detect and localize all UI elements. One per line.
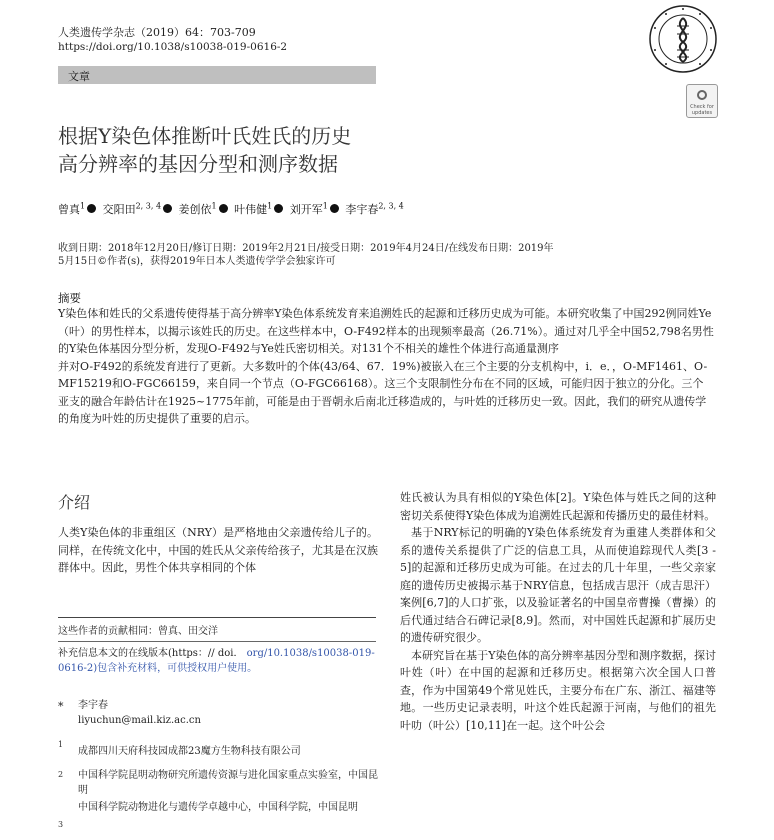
corresponding-author bbox=[78, 698, 201, 728]
intro-heading: 介绍 bbox=[58, 493, 91, 512]
orcid-icon[interactable] bbox=[330, 204, 339, 213]
publication-dates: 收到日期：2018年12月20日/修订日期：2019年2月21日/接受日期：2019年4月24日/在线发布日期：2019年5月15日©作者(s)，获得2019年日本人类遗传学学会独家许可 bbox=[58, 243, 554, 267]
crossmark-icon bbox=[697, 90, 707, 100]
supplementary-note bbox=[58, 646, 380, 676]
crossmark-label: Check for updates bbox=[690, 104, 714, 116]
title-line-2: 高分辨率的基因分型和测序数据 bbox=[58, 152, 338, 176]
author-affiliation: 1 bbox=[322, 201, 328, 211]
supp-prefix: 补充信息本文的在线版本(https：// doi． bbox=[58, 648, 244, 659]
check-for-updates-button[interactable] bbox=[686, 84, 718, 118]
society-seal-icon bbox=[648, 4, 718, 74]
author-affiliation: 1 bbox=[267, 201, 273, 211]
author-affiliation: 2, 3, 4 bbox=[135, 201, 162, 211]
author-name[interactable]: 李宇春 bbox=[345, 203, 379, 216]
article-title bbox=[58, 122, 351, 178]
abstract-paragraph: 并对O-F492的系统发育进行了更新。大多数叶的个体(43/64、67．19%)被嵌入在三个主要的分支机构中，i．e．，O-MF1461、O-MF15219和O-FGC66159，来自同一个节点（O-FGC66168）。这三个支限制性分布在不同的区域，可能归因于独立的分化。三个亚支的融合年龄估计在1925~1775年前，可能是由于晋朝永后南北迁移造成的，与叶姓的迁移历史一致。因此，我们的研究从遗传学的角度为叶姓的历史提供了重要的启示。 bbox=[58, 359, 708, 425]
affiliation-number: 1 bbox=[58, 740, 64, 749]
author-name[interactable]: 曾真 bbox=[58, 203, 80, 216]
intro-right-column bbox=[400, 489, 716, 734]
doi-link[interactable]: https://doi.org/10.1038/s10038-019-0616-2 bbox=[58, 41, 288, 53]
author-name[interactable]: 刘开军 bbox=[289, 203, 323, 216]
author-list bbox=[58, 201, 404, 217]
orcid-icon[interactable] bbox=[274, 204, 283, 213]
equal-contribution-note: 这些作者的贡献相同：曾真、田交洋 bbox=[58, 626, 218, 637]
author-name[interactable]: 叶伟健 bbox=[234, 203, 268, 216]
affiliation-text: 成都四川天府科技园成都23魔方生物科技有限公司 bbox=[78, 746, 301, 757]
article-type-bar bbox=[58, 66, 376, 84]
corresponding-email[interactable]: liyuchun@mail.kiz.ac.cn bbox=[78, 715, 201, 726]
orcid-icon[interactable] bbox=[219, 204, 228, 213]
author-affiliation: 1 bbox=[211, 201, 217, 211]
affiliation-number: 2 bbox=[58, 770, 64, 779]
corresponding-name: 李宇春 bbox=[78, 700, 108, 711]
affiliation-text: 中国科学院昆明动物研究所遗传资源与进化国家重点实验室，中国昆明 bbox=[78, 770, 378, 796]
orcid-icon[interactable] bbox=[163, 204, 172, 213]
intro-paragraph: 本研究旨在基于Y染色体的高分辨率基因分型和测序数据，探讨叶姓（叶）在中国的起源和迁移历史。根据第六次全国人口普查，作为中国第49个常见姓氏，主要分布在广东、浙江、福建等地。一些历史记录表明，叶这个姓氏起源于河南，与他们的祖先叶叻（叶公）[10,11]在一起。这个叶公会 bbox=[400, 648, 716, 732]
article-type: 文章 bbox=[68, 70, 90, 83]
supp-suffix: 包含补充材料，可供授权用户使用。 bbox=[97, 663, 258, 674]
intro-paragraph: 基于NRY标记的明确的Y染色体系统发育为重建人类群体和父系的遗传关系提供了广泛的信息工具，从而使追踪现代人类[3 - 5]的起源和迁移历史成为可能。在过去的几十年里，一些父亲家庭的遗传历史被揭示基于NRY信息，包括成吉思汗（成吉思汗）案例[6,7]的人口扩张，以及验证著名的中国皇帝曹操（曹操）的后代通过结合石碑记录[8,9]。然而，对中国姓氏起源和扩展历史的遗传研究很少。 bbox=[400, 526, 716, 644]
title-line-1: 根据Y染色体推断叶氏姓氏的历史 bbox=[58, 124, 352, 148]
abstract-heading: 摘要 bbox=[58, 291, 81, 305]
abstract-body bbox=[58, 305, 714, 428]
author-name[interactable]: 姜创依 bbox=[178, 203, 212, 216]
author-name[interactable]: 交阳田 bbox=[102, 203, 136, 216]
footnote-divider bbox=[58, 617, 376, 618]
intro-paragraph: 姓氏被认为具有相似的Y染色体[2]。Y染色体与姓氏之间的这种密切关系使得Y染色体成为追溯姓氏起源和传播历史的最佳材料。 bbox=[400, 491, 716, 522]
author-affiliation: 2, 3, 4 bbox=[378, 201, 404, 211]
orcid-icon[interactable] bbox=[87, 204, 96, 213]
corresponding-marker: * bbox=[58, 700, 64, 713]
author-affiliation: 1 bbox=[80, 201, 86, 211]
abstract-paragraph: Y染色体和姓氏的父系遗传使得基于高分辨率Y染色体系统发育来追溯姓氏的起源和迁移历史成为可能。本研究收集了中国292例同姓Ye（叶）的男性样本，以揭示该姓氏的历史。在这些样本中，O-F492样本的出现频率最高（26.71%）。通过对几乎全中国52,798名男性的Y染色体基因分型分析，发现O-F492与Ye姓氏密切相关。对131个不相关的雄性个体进行高通量测序 bbox=[58, 307, 714, 355]
supp-link[interactable]: org/10.1038/s10038-019-0616-2) bbox=[58, 648, 375, 674]
footnote-divider bbox=[58, 641, 376, 642]
affiliation-text: 中国科学院动物进化与遗传学卓越中心，中国科学院，中国昆明 bbox=[78, 802, 358, 813]
affiliation-number: 3 bbox=[58, 820, 64, 829]
intro-left-column: 人类Y染色体的非重组区（NRY）是严格地由父亲遗传给儿子的。同样，在传统文化中，中国的姓氏从父亲传给孩子，尤其是在汉族群体中。因此，男性个体共享相同的个体 bbox=[58, 526, 378, 574]
journal-citation: 人类遗传学杂志（2019）64：703-709 bbox=[58, 26, 256, 39]
